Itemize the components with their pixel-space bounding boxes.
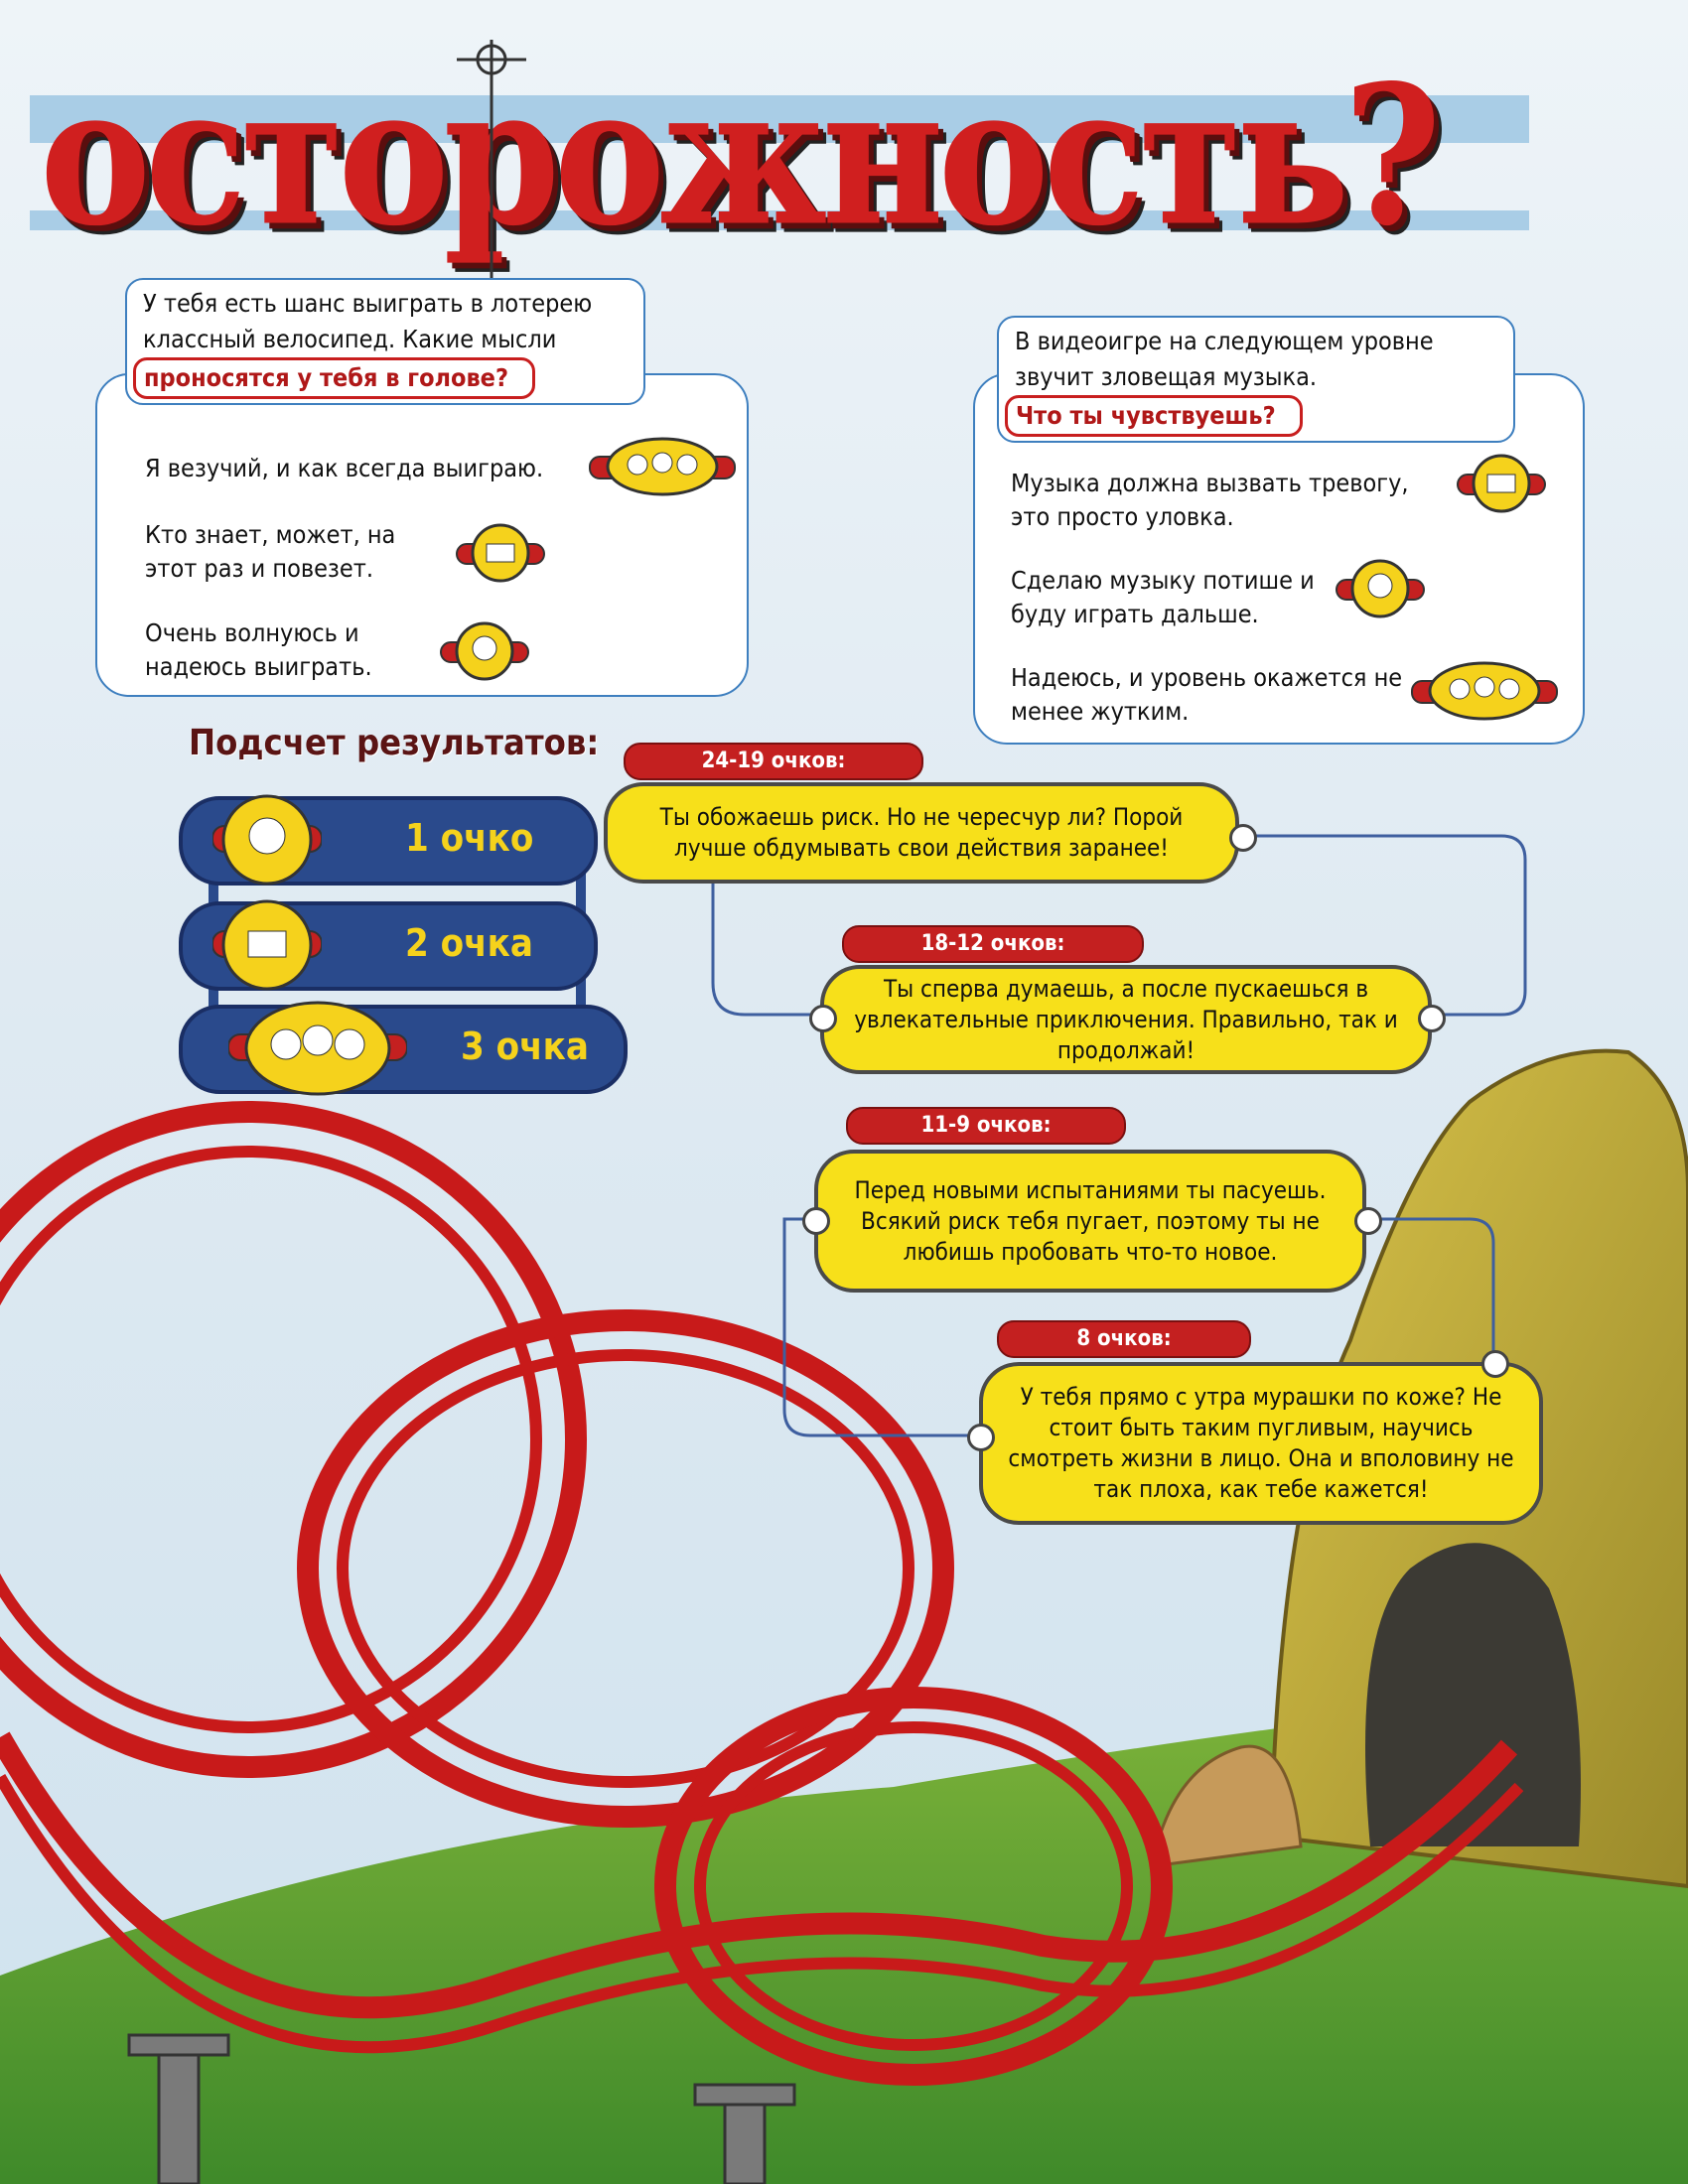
legend-3-points	[179, 1005, 628, 1094]
duck-reading-badge-icon	[1456, 453, 1547, 514]
result-4-text: У тебя прямо с утра мурашки по коже? Не стоит быть таким пугливым, научись смотреть жизни в лицо. Она и вполовину не так плоха, как тебе кажется!	[979, 1362, 1543, 1525]
duck-face-badge-icon	[212, 792, 322, 887]
connector-dot	[967, 1424, 995, 1451]
result-3-range: 11-9 очков:	[846, 1107, 1126, 1145]
legend-1-point	[179, 796, 598, 886]
question1-header	[125, 278, 645, 405]
duck-face-badge-icon	[439, 620, 530, 682]
q1-option-3[interactable]: Очень волнуюсь и надеюсь выиграть.	[145, 618, 372, 681]
three-ducks-badge-icon	[588, 437, 737, 496]
connector-dot	[1481, 1350, 1509, 1378]
question1-highlight: проносятся у тебя в голове?	[133, 357, 535, 399]
q2-option-3[interactable]: Надеюсь, и уровень окажется не менее жутким.	[1011, 663, 1403, 726]
three-ducks-badge-icon	[1410, 661, 1559, 721]
question2-text: В видеоигре на следующем уровне звучит зловещая музыка.	[1015, 327, 1434, 391]
connector-dot	[809, 1005, 837, 1032]
three-ducks-badge-icon	[228, 999, 407, 1098]
connector-dot	[1229, 824, 1257, 852]
duck-reading-badge-icon	[212, 897, 322, 993]
question2-header	[997, 316, 1515, 443]
legend-1-label: 1 очко	[405, 816, 534, 860]
result-2-range: 18-12 очков:	[842, 925, 1144, 963]
connector-dot	[802, 1207, 830, 1235]
legend-3-label: 3 очка	[461, 1024, 589, 1068]
legend-2-label: 2 очка	[405, 921, 533, 965]
q2-option-2[interactable]: Сделаю музыку потише и буду играть дальше.	[1011, 566, 1315, 628]
duck-reading-badge-icon	[455, 522, 546, 584]
page-title: осторожность?	[40, 42, 1436, 269]
result-3-text: Перед новыми испытаниями ты пасуешь. Всякий риск тебя пугает, поэтому ты не любишь пробовать что-то новое.	[814, 1150, 1366, 1293]
q1-option-2[interactable]: Кто знает, может, на этот раз и повезет.	[145, 520, 396, 583]
q2-option-1[interactable]: Музыка должна вызвать тревогу, это просто уловка.	[1011, 469, 1409, 531]
question1-text: У тебя есть шанс выиграть в лотерею классный велосипед. Какие мысли	[143, 289, 593, 353]
crosshair-icon	[437, 40, 546, 278]
connector-dot	[1418, 1005, 1446, 1032]
duck-face-badge-icon	[1335, 558, 1426, 619]
result-1-text: Ты обожаешь риск. Но не чересчур ли? Порой лучше обдумывать свои действия заранее!	[604, 782, 1239, 884]
q1-option-1[interactable]: Я везучий, и как всегда выиграю.	[145, 454, 544, 482]
result-4-range: 8 очков:	[997, 1320, 1251, 1358]
question2-highlight: Что ты чувствуешь?	[1005, 395, 1303, 437]
result-2-text: Ты сперва думаешь, а после пускаешься в увлекательные приключения. Правильно, так и продолжай!	[820, 965, 1432, 1074]
legend-2-points	[179, 901, 598, 991]
result-1-range: 24-19 очков:	[624, 743, 923, 780]
scoring-title: Подсчет результатов:	[189, 723, 600, 763]
connector-dot	[1354, 1207, 1382, 1235]
